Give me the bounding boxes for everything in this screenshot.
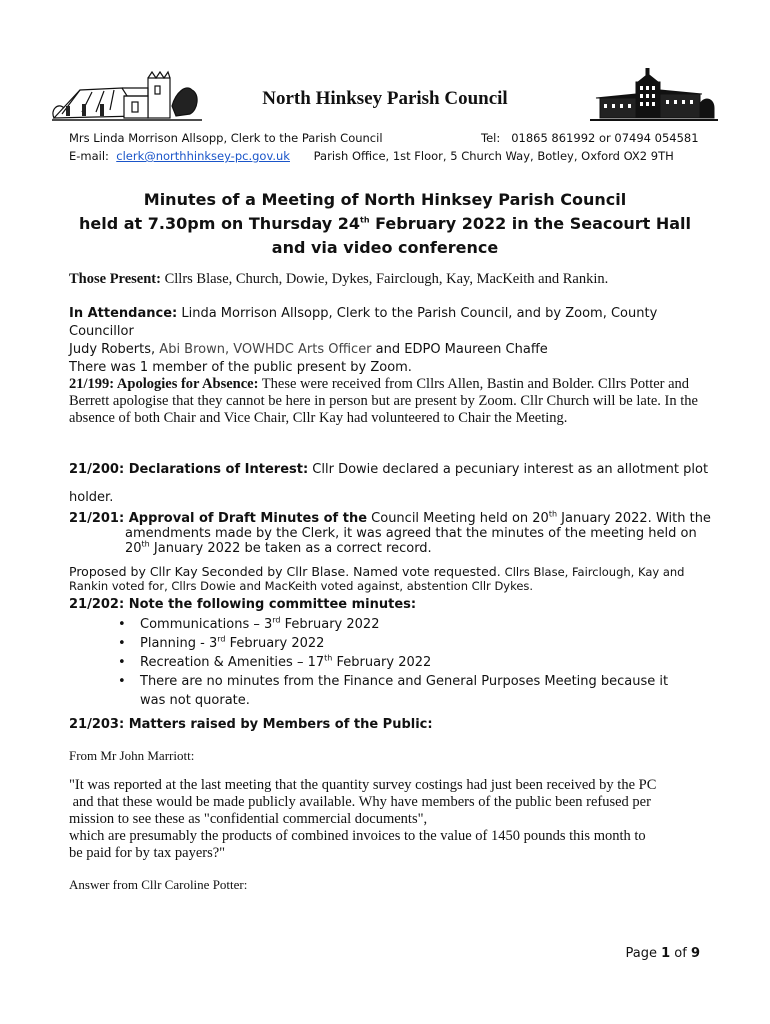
clerk-contact-line — [69, 131, 709, 145]
page-label: Page — [625, 946, 662, 961]
quote-line-5: be paid for by tax payers?" — [69, 845, 226, 861]
item-201-text-3: 20th January 2022 be taken as a correct record. — [125, 539, 432, 556]
item-200-text-2: holder. — [69, 490, 114, 505]
public-question — [69, 777, 719, 862]
tel-value: 01865 861992 or 07494 054581 — [511, 131, 699, 145]
item-200-label: 21/200: Declarations of Interest: — [69, 462, 309, 477]
heading-line-1: Minutes of a Meeting of North Hinksey Parish Council — [143, 190, 627, 209]
item-21-201: 21/201: Approval of Draft Minutes of the Council Meeting held on 20th January 2022. With the amendments made by the Clerk, it was agreed that the minutes of the meeting held on 20th January 2022 be taken as a correct record. — [69, 511, 719, 556]
council-title: North Hinksey Parish Council — [262, 88, 508, 109]
those-present — [69, 271, 719, 288]
attendance-text-2c: and EDPO Maureen Chaffe — [371, 342, 548, 357]
quote-line-2: and that these would be made publicly available. Why have members of the public been refused per — [69, 794, 651, 810]
committee-minutes-item: • There are no minutes from the Finance and General Purposes Meeting because it was not quorate. — [118, 672, 688, 710]
committee-minutes-item: • Planning - 3rd February 2022 — [118, 634, 688, 653]
page-current: 1 — [661, 946, 671, 961]
attendance-arts-officer: Abi Brown, VOWHDC Arts Officer — [159, 342, 372, 357]
item-199-text: These were received from Cllrs Allen, Bastin and Bolder. Cllrs Potter and Berrett apologise that they cannot be here in person but are present by Zoom. Cllr Church will be late. In the absence of both Chair and Vice Chair, Cllr Kay had volunteered to Chair the Meeting. — [69, 376, 698, 426]
minutes-heading — [0, 188, 770, 260]
quote-line-3: mission to see these as "confidential commercial documents", — [69, 811, 428, 827]
vote-text-1: Proposed by Cllr Kay Seconded by Cllr Blase. Named vote requested. — [69, 564, 505, 579]
office-address: Parish Office, 1st Floor, 5 Church Way, Botley, Oxford OX2 9TH — [313, 149, 674, 163]
vote-record — [69, 565, 719, 593]
attendance-text-2a: Judy Roberts, — [69, 342, 160, 357]
item-203-label: 21/203: Matters raised by Members of the Public: — [69, 717, 433, 732]
quote-line-4: which are presumably the products of combined invoices to the value of 1450 pounds this month to — [69, 828, 646, 844]
present-text: Cllrs Blase, Church, Dowie, Dykes, Fairclough, Kay, MacKeith and Rankin. — [160, 271, 609, 287]
email-label: E-mail: — [69, 149, 109, 163]
attendance-public: There was 1 member of the public present by Zoom. — [69, 360, 412, 375]
item-200-text: Cllr Dowie declared a pecuniary interest as an allotment plot — [308, 462, 709, 477]
vote-text-2: Rankin voted for, Cllrs Dowie and MacKeith voted against, abstention Cllr Dykes. — [69, 579, 534, 593]
committee-minutes-item: • Recreation & Amenities – 17th February 2022 — [118, 653, 688, 672]
heading-line-3: and via video conference — [271, 238, 499, 257]
page-number — [626, 946, 701, 961]
item-21-199 — [69, 376, 701, 427]
page-of: of — [670, 946, 691, 961]
item-201-label: 21/201: Approval of Draft Minutes of the — [69, 511, 368, 526]
vote-text-1b: Cllrs Blase, Fairclough, Kay and — [504, 565, 685, 579]
committee-minutes-list — [118, 615, 688, 710]
heading-line-2: held at 7.30pm on Thursday 24th February 2022 in the Seacourt Hall — [79, 214, 691, 233]
committee-minutes-item: • Communications – 3rd February 2022 — [118, 615, 688, 634]
from-line: From Mr John Marriott: — [69, 748, 195, 763]
quote-line-1: "It was reported at the last meeting that the quantity survey costings had just been received by the PC — [69, 777, 657, 793]
item-201-text-2: amendments made by the Clerk, it was agreed that the minutes of the meeting held on — [125, 526, 697, 541]
item-21-200 — [69, 461, 719, 507]
item-202-label: 21/202: Note the following committee minutes: — [69, 597, 417, 612]
item-199-label: 21/199: Apologies for Absence: — [69, 376, 259, 392]
tel-label: Tel: — [481, 131, 501, 145]
clerk-name: Mrs Linda Morrison Allsopp, Clerk to the Parish Council — [69, 131, 383, 145]
in-attendance — [69, 305, 719, 377]
telephone — [481, 131, 699, 145]
attendance-text: Linda Morrison Allsopp, Clerk to the Parish Council, and by Zoom, County Councillor — [69, 306, 658, 339]
page-total: 9 — [690, 946, 700, 961]
email-office-line — [69, 149, 729, 163]
answer-line: Answer from Cllr Caroline Potter: — [69, 877, 248, 892]
present-label: Those Present: — [69, 271, 161, 287]
attendance-label: In Attendance: — [69, 306, 178, 321]
email-link[interactable]: clerk@northhinksey-pc.gov.uk — [116, 149, 290, 163]
